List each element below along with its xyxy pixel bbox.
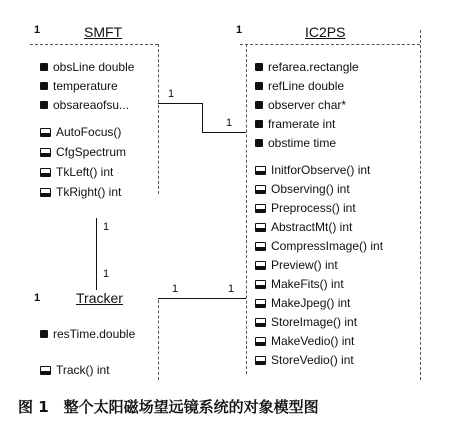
- attribute-icon: [40, 101, 48, 109]
- method-icon: [255, 204, 266, 213]
- smft-method-tkleft: TkLeft() int: [40, 165, 113, 179]
- mult-tracker-ic2ps-right: 1: [228, 283, 235, 295]
- ic2ps-attr-framerate: framerate int: [255, 117, 335, 131]
- attribute-icon: [255, 101, 263, 109]
- method-icon: [255, 299, 266, 308]
- ic2ps-title: IC2PS: [305, 24, 346, 40]
- mult-smft-ic2ps-right: 1: [226, 117, 233, 129]
- ic2ps-method-compressimage: CompressImage() int: [255, 239, 383, 253]
- attribute-icon: [40, 330, 48, 338]
- smft-method-cfgspectrum: CfgSpectrum: [40, 145, 126, 159]
- tracker-attr-restime: resTime.double: [40, 327, 135, 341]
- ic2ps-method-makevedio: MakeVedio() int: [255, 334, 354, 348]
- attribute-icon: [255, 63, 263, 71]
- method-icon: [255, 223, 266, 232]
- method-icon: [40, 366, 51, 375]
- attribute-icon: [255, 139, 263, 147]
- smft-attr-obsline: obsLine double: [40, 60, 134, 74]
- ic2ps-method-abstractmt: AbstractMt() int: [255, 220, 352, 234]
- mult-smft-tracker-top: 1: [103, 221, 110, 233]
- ic2ps-method-storevedio: StoreVedio() int: [255, 353, 354, 367]
- smft-method-tkright: TkRight() int: [40, 185, 121, 199]
- ic2ps-attr-refline: refLine double: [255, 79, 344, 93]
- attribute-icon: [255, 120, 263, 128]
- method-icon: [40, 148, 51, 157]
- ic2ps-method-preprocess: Preprocess() int: [255, 201, 356, 215]
- ic2ps-attr-refarea: refarea.rectangle: [255, 60, 359, 74]
- figure-caption: 图 1 整个太阳磁场望远镜系统的对象模型图: [18, 398, 319, 416]
- tracker-title: Tracker: [76, 290, 123, 306]
- mult-tracker-ic2ps-left: 1: [172, 283, 179, 295]
- method-icon: [255, 337, 266, 346]
- method-icon: [255, 356, 266, 365]
- smft-method-autofocus: AutoFocus(): [40, 125, 121, 139]
- ic2ps-method-makejpeg: MakeJpeg() int: [255, 296, 350, 310]
- tracker-marker: 1: [34, 292, 41, 304]
- attribute-icon: [40, 82, 48, 90]
- ic2ps-method-storeimage: StoreImage() int: [255, 315, 357, 329]
- ic2ps-method-initforobserve: InitforObserve() int: [255, 163, 370, 177]
- ic2ps-method-makefits: MakeFits() int: [255, 277, 344, 291]
- smft-marker: 1: [34, 24, 41, 36]
- method-icon: [40, 168, 51, 177]
- method-icon: [40, 188, 51, 197]
- method-icon: [40, 128, 51, 137]
- ic2ps-marker: 1: [236, 24, 243, 36]
- attribute-icon: [40, 63, 48, 71]
- smft-attr-obsarea: obsareaofsu...: [40, 98, 129, 112]
- method-icon: [255, 280, 266, 289]
- ic2ps-method-observing: Observing() int: [255, 182, 350, 196]
- attribute-icon: [255, 82, 263, 90]
- tracker-method-track: Track() int: [40, 363, 110, 377]
- method-icon: [255, 242, 266, 251]
- ic2ps-attr-observer: observer char*: [255, 98, 346, 112]
- ic2ps-method-preview: Preview() int: [255, 258, 338, 272]
- method-icon: [255, 185, 266, 194]
- method-icon: [255, 166, 266, 175]
- method-icon: [255, 261, 266, 270]
- method-icon: [255, 318, 266, 327]
- mult-smft-ic2ps-left: 1: [168, 88, 175, 100]
- smft-title: SMFT: [84, 24, 123, 40]
- smft-attr-temperature: temperature: [40, 79, 118, 93]
- mult-smft-tracker-bottom: 1: [103, 268, 110, 280]
- ic2ps-attr-obstime: obstime time: [255, 136, 336, 150]
